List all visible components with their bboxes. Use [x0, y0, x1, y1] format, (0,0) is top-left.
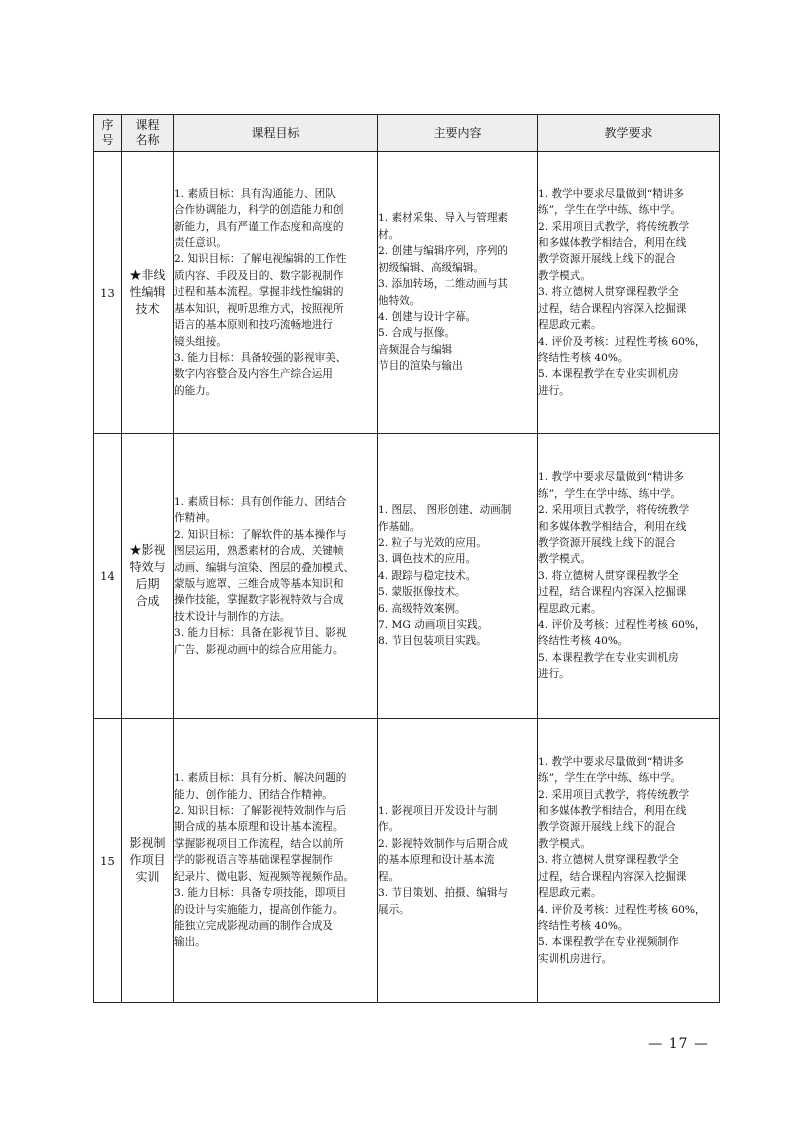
main-content — [378, 434, 538, 719]
text-line: 4. 评价及考核：过程性考核 60%， — [538, 903, 706, 916]
text-line: 1. 素质目标：具有创作能力、团结合 — [174, 495, 347, 508]
text-line: 操作技能，掌握数字影视特效与合成 — [174, 594, 344, 607]
text-line: 2. 粒子与光效的应用。 — [378, 536, 487, 549]
teaching-requirements — [538, 434, 720, 719]
text-line: 1. 素材采集、导入与管理素 — [378, 212, 509, 225]
text-line: 终结性考核 40%。 — [538, 351, 629, 364]
text-line: 性编辑 — [129, 285, 166, 299]
text-line: 7. MG 动画项目实践。 — [378, 619, 489, 632]
text-line: 材。 — [378, 228, 400, 241]
curriculum-table — [93, 114, 720, 1003]
text-line: 2. 影视特效制作与后期合成 — [378, 837, 509, 850]
text-line: 合成 — [135, 594, 160, 608]
text-line: 1. 素质目标：具有沟通能力、团队 — [174, 187, 336, 200]
text-line: 质内容、手段及目的、数字影视制作 — [174, 269, 344, 282]
text-line: 进行。 — [538, 668, 570, 681]
course-name — [122, 719, 174, 1003]
text-line: 基本知识，视听思维方式，按照视所 — [174, 302, 344, 315]
text-line: 2. 知识目标：了解软件的基本操作与 — [174, 528, 347, 541]
text-line: 3. 调色技术的应用。 — [378, 553, 477, 566]
text-line: 过程和基本流程。掌握非线性编辑的 — [174, 286, 344, 299]
text-line: 5. 本课程教学在专业实训机房 — [538, 368, 679, 381]
header-course-name: 课程 名称 — [122, 115, 174, 152]
teaching-requirements — [538, 719, 720, 1003]
text-line: 3. 能力目标：具备较强的影视审美、 — [174, 351, 347, 364]
text-line: 作。 — [378, 821, 400, 834]
text-line: 的设计与实施能力，提高创作能力。 — [174, 903, 344, 916]
text-line: 教学资源开展线上线下的混合 — [538, 821, 676, 834]
text-line: 1. 教学中要求尽量做到“精讲多 — [538, 187, 685, 200]
text-line: 1. 教学中要求尽量做到“精讲多 — [538, 755, 685, 768]
text-line: 程思政元素。 — [538, 887, 602, 900]
text-line: 教学模式。 — [538, 553, 591, 566]
text-line: 3. 将立德树人贯穿课程教学全 — [538, 854, 679, 867]
text-line: 过程，结合课程内容深入挖掘课 — [538, 586, 687, 599]
text-line: 教学资源开展线上线下的混合 — [538, 253, 676, 266]
text-line: 学的影视语言等基础课程掌握制作 — [174, 854, 333, 867]
text-line: 1. 图层、 图形创建、动画制 — [378, 504, 512, 517]
text-line: 和多媒体教学相结合，利用在线 — [538, 805, 687, 818]
course-goals — [174, 719, 378, 1003]
text-line: 2. 采用项目式教学，将传统教学 — [538, 788, 690, 801]
text-line: 终结性考核 40%。 — [538, 919, 629, 932]
text-line: 2. 知识目标：了解电视编辑的工作性 — [174, 253, 347, 266]
text-line: 展示。 — [378, 903, 410, 916]
text-line: 1. 教学中要求尽量做到“精讲多 — [538, 471, 685, 484]
text-line: 和多媒体教学相结合，利用在线 — [538, 520, 687, 533]
text-line: 8. 节目包装项目实践。 — [378, 635, 487, 648]
text-line: 能力、创作能力、团结合作精神。 — [174, 788, 333, 801]
row-number: 14 — [94, 434, 122, 719]
text-line: 实训机房进行。 — [538, 952, 613, 965]
text-line: 程。 — [378, 870, 400, 883]
text-line: 2. 知识目标：了解影视特效制作与后 — [174, 805, 347, 818]
main-content — [378, 719, 538, 1003]
text-line: 动画、编辑与渲染、图层的叠加模式、 — [174, 561, 355, 574]
text-line: 节目的渲染与输出 — [378, 360, 463, 373]
text-line: 的能力。 — [174, 384, 217, 397]
text-line: 2. 采用项目式教学，将传统教学 — [538, 504, 690, 517]
table-header-row — [94, 115, 720, 152]
text-line: 实训 — [135, 870, 160, 884]
text-line: 蒙版与遮罩、三维合成等基本知识和 — [174, 578, 344, 590]
text-line: 3. 将立德树人贯穿课程教学全 — [538, 286, 679, 299]
text-line: 影视制 — [129, 836, 166, 850]
text-line: 3. 能力目标：具备在影视节目、影视 — [174, 627, 347, 640]
text-line: ★影视 — [129, 543, 166, 557]
text-line: 特效与 — [129, 560, 166, 574]
text-line: 练”，学生在学中练、练中学。 — [538, 487, 682, 500]
text-line: ★非线 — [129, 268, 166, 282]
text-line: 作项目 — [129, 853, 166, 867]
text-line: 纪录片、微电影、短视频等视频作品。 — [174, 870, 355, 883]
text-line: 的基本原理和设计基本流 — [378, 854, 495, 867]
text-line: 过程，结合课程内容深入挖掘课 — [538, 302, 687, 315]
table-row — [94, 719, 720, 1003]
course-goals — [174, 152, 378, 434]
text-line: 教学模式。 — [538, 837, 591, 850]
text-line: 4. 创建与设计字幕。 — [378, 310, 477, 323]
text-line: 练”，学生在学中练、练中学。 — [538, 204, 682, 217]
text-line: 教学资源开展线上线下的混合 — [538, 536, 676, 549]
text-line: 技术设计与制作的方法。 — [174, 610, 291, 623]
text-line: 教学模式。 — [538, 269, 591, 282]
text-line: 新能力，具有严谨工作态度和高度的 — [174, 220, 344, 233]
text-line: 责任意识。 — [174, 237, 227, 250]
text-line: 音频混合与编辑 — [378, 343, 453, 356]
text-line: 合作协调能力，科学的创造能力和创 — [174, 204, 344, 217]
text-line: 进行。 — [538, 384, 570, 397]
text-line: 技术 — [135, 302, 160, 316]
text-line: 作基础。 — [378, 520, 421, 533]
text-line: 作精神。 — [174, 512, 217, 525]
text-line: 镜头组接。 — [174, 335, 227, 348]
course-goals — [174, 434, 378, 719]
header-main-content: 主要内容 — [378, 115, 538, 152]
text-line: 2. 采用项目式教学，将传统教学 — [538, 220, 690, 233]
text-line: 4. 跟踪与稳定技术。 — [378, 569, 477, 582]
text-line: 5. 本课程教学在专业实训机房 — [538, 651, 679, 664]
text-line: 图层运用，熟悉素材的合成、关键帧 — [174, 545, 344, 558]
text-line: 练”，学生在学中练、练中学。 — [538, 772, 682, 785]
text-line: 期合成的基本原理和设计基本流程。 — [174, 821, 344, 834]
text-line: 初级编辑、高级编辑。 — [378, 261, 484, 274]
text-line: 语言的基本原则和技巧流畅地进行 — [174, 319, 333, 332]
table-row — [94, 434, 720, 719]
table-row — [94, 152, 720, 434]
text-line: 输出。 — [174, 936, 206, 949]
text-line: 5. 蒙版抠像技术。 — [378, 586, 466, 599]
text-line: 3. 能力目标：具备专项技能，即项目 — [174, 887, 347, 900]
text-line: 程思政元素。 — [538, 602, 602, 615]
text-line: 1. 影视项目开发设计与制 — [378, 805, 498, 818]
text-line: 过程，结合课程内容深入挖掘课 — [538, 870, 687, 883]
header-course-goal: 课程目标 — [174, 115, 378, 152]
text-line: 2. 创建与编辑序列，序列的 — [378, 245, 509, 258]
text-line: 3. 节目策划、拍摄、编辑与 — [378, 887, 509, 900]
text-line: 数字内容整合及内容生产综合运用 — [174, 368, 333, 381]
main-content — [378, 152, 538, 434]
text-line: 6. 高级特效案例。 — [378, 602, 466, 615]
text-line: 掌握影视项目工作流程，结合以前所 — [174, 837, 344, 850]
text-line: 4. 评价及考核：过程性考核 60%， — [538, 335, 706, 348]
text-line: 4. 评价及考核：过程性考核 60%， — [538, 619, 706, 632]
text-line: 5. 合成与抠像。 — [378, 327, 456, 340]
text-line: 他特效。 — [378, 294, 421, 307]
row-number: 15 — [94, 719, 122, 1003]
text-line: 终结性考核 40%。 — [538, 635, 629, 648]
text-line: 3. 添加转场，二维动画与其 — [378, 278, 509, 291]
header-seq: 序 号 — [94, 115, 122, 152]
text-line: 5. 本课程教学在专业视频制作 — [538, 936, 679, 949]
header-teaching-requirements: 教学要求 — [538, 115, 720, 152]
text-line: 3. 将立德树人贯穿课程教学全 — [538, 569, 679, 582]
course-name — [122, 152, 174, 434]
text-line: 能独立完成影视动画的制作合成及 — [174, 919, 333, 932]
teaching-requirements — [538, 152, 720, 434]
text-line: 程思政元素。 — [538, 319, 602, 332]
text-line: 1. 素质目标：具有分析、解决问题的 — [174, 772, 347, 785]
text-line: 和多媒体教学相结合，利用在线 — [538, 237, 687, 250]
row-number: 13 — [94, 152, 122, 434]
page-number: — 17 — — [648, 1036, 709, 1052]
text-line: 广告、影视动画中的综合应用能力。 — [174, 643, 344, 656]
text-line: 后期 — [135, 577, 160, 591]
course-name — [122, 434, 174, 719]
